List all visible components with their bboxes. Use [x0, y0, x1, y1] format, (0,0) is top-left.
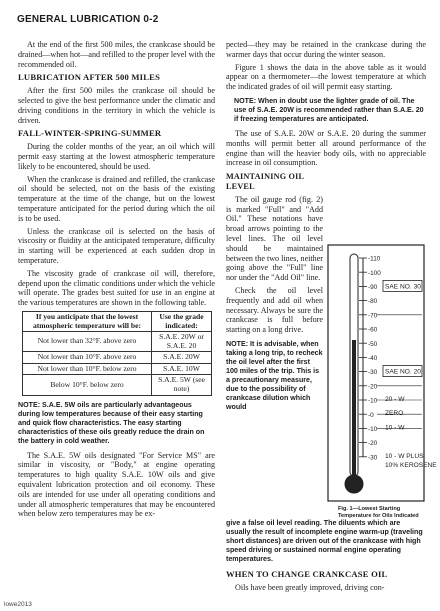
- table-row: [23, 332, 212, 352]
- note-recheck-oil-continued: give a false oil level reading. The diluents which are usually the result of incomplete engine warm-up (traveling short distances) are driven out of the crankcase with high speed driving or sustained normal engine operating temperatures.: [226, 519, 423, 563]
- table-header-grade: Use the grade indicated:: [152, 311, 212, 331]
- watermark: lowe2013: [4, 601, 32, 608]
- paragraph: pected—they may be retained in the crankcase during the warmer days that occur during the winter season.: [226, 40, 426, 59]
- thermometer-figure: [327, 244, 437, 508]
- scale-tick-label: -0: [368, 411, 374, 419]
- paragraph: Figure 1 shows the data in the above table as it would appear on a thermometer—the lowest temperature at which the indicated grades of oil will permit easy starting.: [226, 62, 426, 92]
- scale-tick-label: -20: [368, 383, 378, 391]
- scale-tick-label: -60: [368, 326, 378, 334]
- label-20w: 20 - W: [385, 396, 405, 403]
- scale-tick-label: -70: [368, 312, 378, 320]
- table-cell: S.A.E. 20W or S.A.E. 20: [152, 332, 212, 352]
- table-cell: S.A.E. 20W: [152, 352, 212, 364]
- page-header: GENERAL LUBRICATION 0-2: [17, 14, 159, 25]
- note-recheck-oil: NOTE: It is advisable, when taking a long trip, to recheck the oil level after the first 100 miles of the trip. This is a precautionary measure, due to the possibility of crankcase dilution which would: [226, 339, 323, 411]
- table-cell: S.A.E. 10W: [152, 363, 212, 375]
- paragraph: At the end of the first 500 miles, the crankcase should be drained—when hot—and refilled to the proper level with the recommended oil.: [18, 40, 215, 69]
- scale-tick-label: -20: [368, 440, 378, 448]
- note-5w-oils: NOTE: S.A.E. 5W oils are particularly advantageous during low temperatures because of their easy starting and quick flow characteristics. The easy starting characteristics of these oils greatly reduce the drain on the battery in cold weather.: [18, 400, 205, 445]
- label-10w: 10 - W: [385, 424, 405, 432]
- label-sae-30: SAE NO. 30: [385, 283, 421, 291]
- scale-tick-label: -10: [368, 426, 378, 433]
- label-kerosene: 10% KEROSENE: [385, 461, 437, 469]
- left-column: [18, 40, 215, 522]
- paragraph: When the crankcase is drained and refilled, the crankcase oil should be selected, not on the basis of the existing temperature at the time of the change, but on the lowest temperature anticipated for the period during which the oil is to be used.: [18, 174, 215, 223]
- scale-tick-label: -30: [368, 369, 378, 377]
- section-heading: MAINTAINING OIL LEVEL: [226, 172, 304, 191]
- table-cell: Below 10°F. below zero: [23, 375, 152, 395]
- table-cell: Not lower than 10°F. above zero: [23, 352, 152, 364]
- table-row: [23, 375, 212, 395]
- thermometer-bulb: [345, 475, 363, 493]
- scale-tick-label: -50: [368, 340, 378, 348]
- table-row: [23, 352, 212, 364]
- paragraph: After the first 500 miles the crankcase oil should be selected to give the best performance under the climatic and driving conditions in the territory in which the vehicle is driven.: [18, 86, 215, 125]
- table-cell: Not lower than 10°F. below zero: [23, 363, 152, 375]
- label-10w-plus: 10 - W PLUS: [385, 452, 424, 460]
- note-lighter-grade: NOTE: When in doubt use the lighter grade of oil. The use of S.A.E. 20W is recommended rather than S.A.E. 20 if freezing temperatures are anticipated.: [234, 96, 424, 123]
- oil-grade-table: [22, 311, 212, 396]
- scale-tick-label: -100: [368, 269, 381, 277]
- paragraph: The oil gauge rod (fig. 2) is marked "Full" and "Add Oil." These notations have broad arrows pointing to the level lines. The oil level should be maintained between the two lines, neither going above the "Full" line nor under the "Add Oil" line.: [226, 194, 323, 283]
- paragraph: The use of S.A.E. 20W or S.A.E. 20 during the summer months will permit better all around performance of the engine than will the heavier body oils, with no appreciable increase in oil consumption.: [226, 128, 426, 168]
- table-row: [23, 363, 212, 375]
- paragraph: During the colder months of the year, an oil which will permit easy starting at the lowest atmospheric temperature likely to be encountered, should be used.: [18, 142, 215, 171]
- table-cell: Not lower than 32°F. above zero: [23, 332, 152, 352]
- label-zero: ZERO: [385, 410, 404, 418]
- paragraph: Oils have been greatly improved, driving con-: [235, 582, 385, 592]
- section-heading: FALL-WINTER-SPRING-SUMMER: [18, 128, 162, 139]
- scale-tick-label: -30: [368, 454, 378, 462]
- paragraph: The S.A.E. 5W oils designated "For Service MS" are similar in viscosity, or "Body," at engine operating temperatures to high quality S.A.E. 10W oils and give equivalent lubrication protection and oil economy. These oils are intended for use under all operating conditions and under all atmospheric temperatures that may be encountered when below zero temperatures may be ex-: [18, 450, 215, 519]
- paragraph: Unless the crankcase oil is selected on the basis of viscosity or fluidity at the anticipated temperature, difficulty in starting will be experienced at each sudden drop in temperature.: [18, 226, 215, 265]
- thermometer-graphic: [327, 244, 437, 508]
- section-heading: WHEN TO CHANGE CRANKCASE OIL: [226, 569, 388, 579]
- scale-tick-label: -90: [368, 284, 378, 291]
- table-header-temperature: If you anticipate that the lowest atmospheric temperature will be:: [23, 311, 152, 331]
- narrow-text-block: [226, 195, 323, 412]
- right-column-bottom: [226, 519, 426, 596]
- figure-caption: Fig. 1—Lowest Starting Temperature for Oils Indicated: [338, 506, 419, 519]
- scale-tick-label: -10: [368, 397, 378, 405]
- table-cell: S.A.E. 5W (see note): [152, 375, 212, 395]
- paragraph: Check the oil level frequently and add oil when necessary. Always be sure the crankcase is full before starting on a long drive.: [226, 285, 323, 335]
- scale-tick-label: -110: [368, 255, 381, 263]
- scale-tick-label: -40: [368, 355, 378, 362]
- scale-tick-label: -80: [368, 298, 378, 306]
- label-sae-20: SAE NO. 20: [385, 368, 421, 376]
- section-heading: LUBRICATION AFTER 500 MILES: [18, 72, 161, 83]
- thermometer-mercury: [352, 340, 356, 480]
- paragraph: The viscosity grade of crankcase oil will, therefore, depend upon the climatic conditions under which the vehicle will operate. The grades best suited for use in an engine at the various temperatures are shown in the following table.: [18, 268, 215, 308]
